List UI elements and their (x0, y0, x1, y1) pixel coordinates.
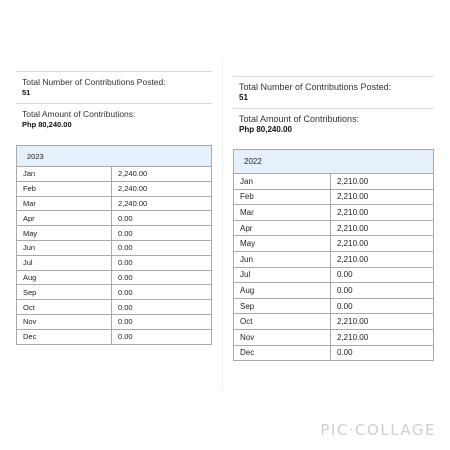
month-cell: Mar (234, 205, 331, 221)
table-row (17, 285, 212, 300)
table-header-row (234, 150, 434, 174)
table-body (234, 174, 434, 361)
amount-cell: 2,210.00 (331, 189, 434, 205)
table-row (234, 236, 434, 252)
amount-value: Php 80,240.00 (22, 120, 72, 129)
table-body (17, 167, 212, 345)
amount-cell: 0.00 (112, 300, 212, 315)
month-cell: Sep (17, 285, 112, 300)
posted-summary (233, 76, 434, 108)
table-row (17, 270, 212, 285)
month-cell: Jan (17, 167, 112, 182)
amount-cell: 0.00 (112, 226, 212, 241)
amount-cell: 0.00 (331, 283, 434, 299)
amount-cell: 0.00 (112, 314, 212, 329)
posted-value: 51 (239, 93, 248, 102)
table-row (17, 167, 212, 182)
table-row (17, 314, 212, 329)
year-header: 2023 (17, 146, 212, 167)
amount-cell: 0.00 (112, 240, 212, 255)
table-row (17, 255, 212, 270)
table-row (234, 283, 434, 299)
contributions-table-2022 (233, 149, 434, 361)
month-cell: Nov (234, 329, 331, 345)
amount-summary (16, 103, 212, 135)
amount-cell: 0.00 (331, 298, 434, 314)
table-row (17, 240, 212, 255)
posted-summary (16, 71, 212, 103)
table-row (17, 226, 212, 241)
month-cell: Nov (17, 314, 112, 329)
amount-cell: 2,240.00 (112, 196, 212, 211)
table-row (234, 189, 434, 205)
month-cell: May (234, 236, 331, 252)
table-row (17, 211, 212, 226)
amount-cell: 0.00 (331, 267, 434, 283)
amount-cell: 0.00 (112, 255, 212, 270)
month-cell: May (17, 226, 112, 241)
table-row (234, 298, 434, 314)
month-cell: Apr (234, 220, 331, 236)
month-cell: Dec (234, 345, 331, 361)
table-header-row (17, 146, 212, 167)
month-cell: Feb (17, 181, 112, 196)
pic-collage-watermark: PIC·COLLAGE (320, 421, 436, 439)
month-cell: Sep (234, 298, 331, 314)
amount-cell: 0.00 (112, 270, 212, 285)
table-row (17, 329, 212, 344)
table-row (17, 181, 212, 196)
posted-label: Total Number of Contributions Posted: (22, 77, 166, 87)
table-row (234, 345, 434, 361)
month-cell: Jan (234, 174, 331, 190)
amount-cell: 2,210.00 (331, 220, 434, 236)
posted-label: Total Number of Contributions Posted: (239, 82, 392, 92)
month-cell: Oct (234, 314, 331, 330)
amount-cell: 2,210.00 (331, 329, 434, 345)
amount-cell: 2,210.00 (331, 205, 434, 221)
amount-cell: 0.00 (112, 211, 212, 226)
month-cell: Aug (17, 270, 112, 285)
table-row (17, 300, 212, 315)
table-row (234, 174, 434, 190)
amount-cell: 0.00 (112, 329, 212, 344)
table-row (17, 196, 212, 211)
month-cell: Oct (17, 300, 112, 315)
collage-divider (222, 60, 223, 390)
contributions-table-2023 (16, 145, 212, 345)
month-cell: Jul (17, 255, 112, 270)
month-cell: Aug (234, 283, 331, 299)
amount-cell: 2,240.00 (112, 181, 212, 196)
table-row (234, 267, 434, 283)
amount-summary (233, 108, 434, 140)
month-cell: Jun (234, 251, 331, 267)
month-cell: Mar (17, 196, 112, 211)
amount-cell: 0.00 (112, 285, 212, 300)
amount-label: Total Amount of Contributions: (22, 109, 136, 119)
table-row (234, 205, 434, 221)
amount-value: Php 80,240.00 (239, 125, 292, 134)
amount-label: Total Amount of Contributions: (239, 114, 360, 124)
month-cell: Jul (234, 267, 331, 283)
posted-value: 51 (22, 88, 31, 97)
table-row (234, 220, 434, 236)
month-cell: Feb (234, 189, 331, 205)
amount-cell: 2,210.00 (331, 236, 434, 252)
month-cell: Apr (17, 211, 112, 226)
amount-cell: 2,210.00 (331, 174, 434, 190)
month-cell: Dec (17, 329, 112, 344)
amount-cell: 2,210.00 (331, 314, 434, 330)
table-row (234, 251, 434, 267)
contributions-panel-2022 (233, 76, 434, 361)
month-cell: Jun (17, 240, 112, 255)
year-header: 2022 (234, 150, 434, 174)
amount-cell: 2,210.00 (331, 251, 434, 267)
amount-cell: 2,240.00 (112, 167, 212, 182)
table-row (234, 329, 434, 345)
contributions-panel-2023 (16, 71, 212, 345)
amount-cell: 0.00 (331, 345, 434, 361)
table-row (234, 314, 434, 330)
